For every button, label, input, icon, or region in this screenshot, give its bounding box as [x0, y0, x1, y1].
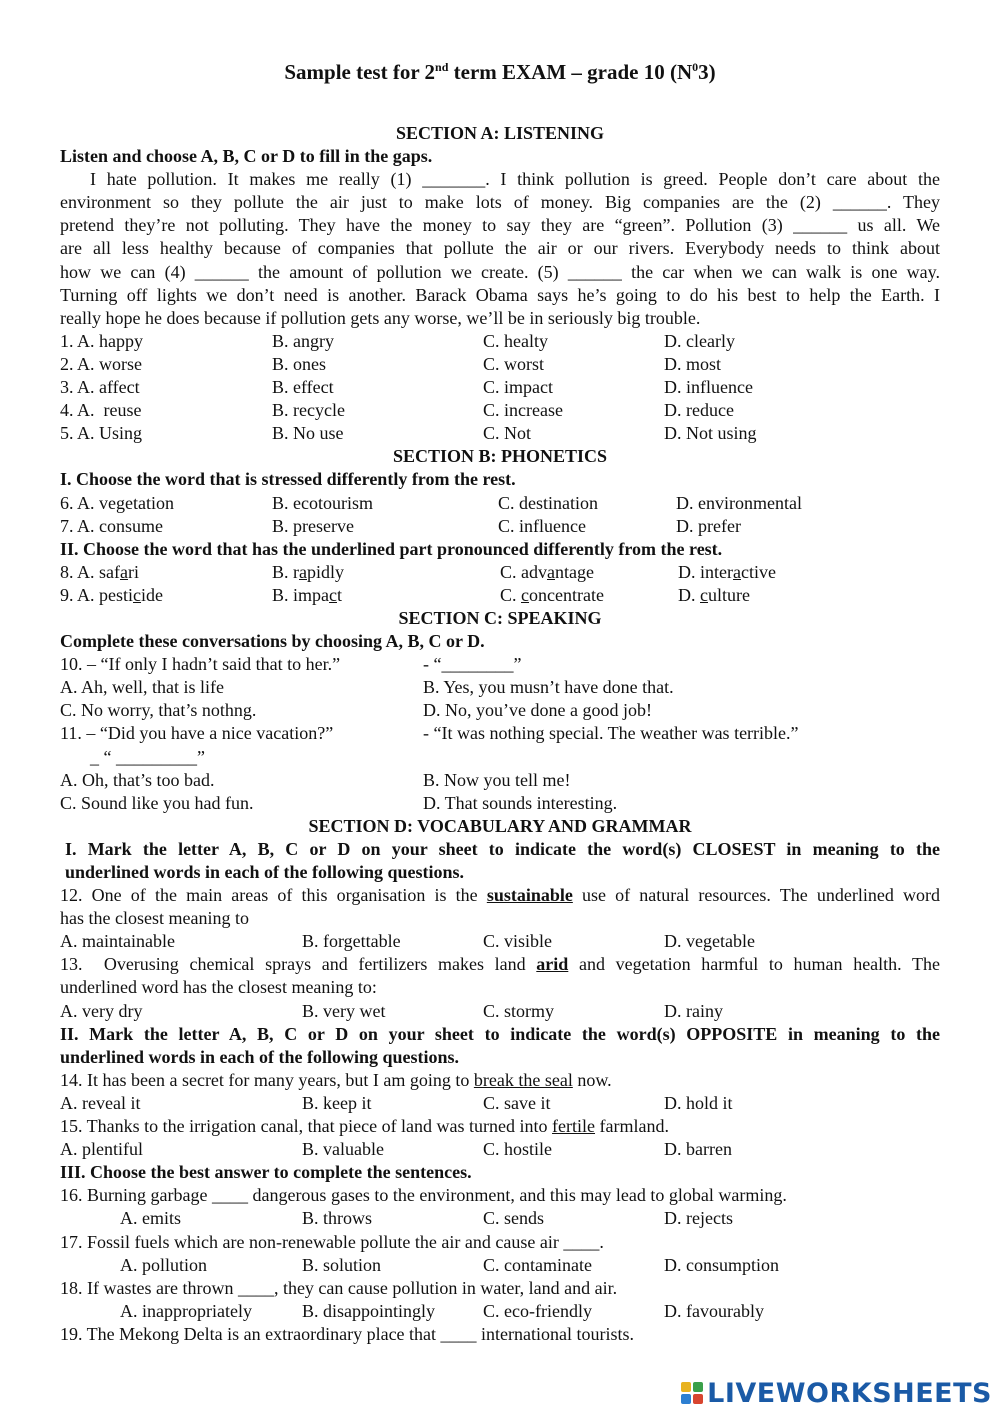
option-a[interactable]: A. Ah, well, that is life	[60, 677, 224, 698]
option-d[interactable]: D. most	[664, 353, 722, 374]
option-b[interactable]: B. very wet	[302, 1000, 386, 1021]
question-15-stem: 15. Thanks to the irrigation canal, that piece of land was turned into fertile farmland.	[60, 1116, 669, 1137]
passage-line: I hate pollution. It makes me really (1) _______. I think pollution is greed. People don’t care about the	[90, 169, 940, 190]
question-18-options	[60, 1300, 940, 1323]
option-d[interactable]: D. vegetable	[664, 931, 755, 952]
section-c-instruction: Complete these conversations by choosing A, B, C or D.	[60, 631, 485, 652]
option-d[interactable]: D. rejects	[664, 1208, 733, 1229]
option-a[interactable]: A. very dry	[60, 1000, 143, 1021]
question-14-options	[60, 1092, 940, 1115]
option-a[interactable]: A. pollution	[120, 1254, 208, 1275]
option-d[interactable]: D. influence	[664, 377, 753, 398]
option-d[interactable]: D. Not using	[664, 423, 757, 444]
option-b[interactable]: B. No use	[272, 423, 344, 444]
question-14-stem: 14. It has been a secret for many years, but I am going to break the seal now.	[60, 1069, 612, 1090]
option-d[interactable]: D. interactive	[678, 561, 776, 582]
question-10-prompt: 10. – “If only I hadn’t said that to her.” - “________”	[60, 654, 522, 675]
option-b[interactable]: B. impact	[272, 584, 343, 605]
option-d[interactable]: D. consumption	[664, 1254, 779, 1275]
option-c[interactable]: C. Not	[483, 423, 532, 444]
option-d[interactable]: D. clearly	[664, 330, 735, 351]
logo-square	[693, 1394, 703, 1404]
option-b[interactable]: B. Now you tell me!	[423, 769, 571, 790]
question-2	[60, 353, 940, 376]
option-c[interactable]: C. healty	[483, 330, 548, 351]
option-a[interactable]: A. plentiful	[60, 1139, 143, 1160]
option-d[interactable]: D. favourably	[664, 1300, 764, 1321]
option-b[interactable]: B. recycle	[272, 400, 345, 421]
section-d-part1: underlined words in each of the following questions.	[65, 862, 465, 882]
option-b[interactable]: B. throws	[302, 1208, 373, 1229]
question-13-stem: 13. Overusing chemical sprays and fertilizers makes land arid and vegetation harmful to human health. The	[60, 954, 940, 975]
option-c[interactable]: C. increase	[483, 400, 563, 421]
option-b[interactable]: B. solution	[302, 1254, 382, 1275]
question-12-options	[60, 930, 940, 953]
question-11-options-cd	[60, 792, 940, 815]
section-b-heading: SECTION B: PHONETICS	[392, 446, 608, 467]
option-a[interactable]: A. Oh, that’s too bad.	[60, 769, 215, 790]
option-a[interactable]: 4. A. reuse	[60, 400, 142, 421]
option-a[interactable]: 1. A. happy	[60, 330, 143, 351]
option-b[interactable]: B. preserve	[272, 515, 354, 536]
question-5	[60, 422, 940, 445]
passage-line: how we can (4) ______ the amount of pollution we create. (5) ______ the car when we can walk is one way.	[60, 261, 940, 282]
section-d-part1: I. Mark the letter A, B, C or D on your sheet to indicate the word(s) CLOSEST in meaning to the	[65, 838, 940, 859]
option-c[interactable]: C. Sound like you had fun.	[60, 792, 254, 813]
logo-square	[681, 1394, 691, 1404]
option-a[interactable]: A. reveal it	[60, 1092, 141, 1113]
option-b[interactable]: B. keep it	[302, 1092, 372, 1113]
passage-line: pretend they’re not polluting. They have the money to say they are “green”. Pollution (3) ______ us all. We	[60, 215, 940, 236]
option-d[interactable]: D. hold it	[664, 1092, 733, 1113]
option-b[interactable]: B. ones	[272, 353, 326, 374]
option-c[interactable]: C. save it	[483, 1092, 551, 1113]
option-c[interactable]: C. hostile	[483, 1139, 553, 1160]
question-16-options	[60, 1207, 940, 1230]
liveworksheets-logo[interactable]	[681, 1379, 992, 1407]
option-d[interactable]: D. rainy	[664, 1000, 723, 1021]
question-3	[60, 376, 940, 399]
section-b-part1: I. Choose the word that is stressed differently from the rest.	[60, 469, 516, 490]
logo-square	[681, 1382, 691, 1392]
option-c[interactable]: C. concentrate	[500, 584, 604, 605]
option-d[interactable]: D. No, you’ve done a good job!	[423, 700, 652, 721]
question-4	[60, 399, 940, 422]
question-17-stem: 17. Fossil fuels which are non-renewable pollute the air and cause air ____.	[60, 1231, 604, 1252]
question-6	[60, 492, 940, 515]
question-19-stem: 19. The Mekong Delta is an extraordinary place that ____ international tourists.	[60, 1323, 635, 1344]
option-a[interactable]: 2. A. worse	[60, 353, 142, 374]
section-d-heading: SECTION D: VOCABULARY AND GRAMMAR	[308, 815, 692, 836]
question-12-stem: 12. One of the main areas of this organisation is the sustainable use of natural resources. The underlined word	[60, 885, 940, 906]
option-c[interactable]: C. visible	[483, 931, 553, 952]
section-c-heading: SECTION C: SPEAKING	[398, 607, 602, 628]
option-a[interactable]: 3. A. affect	[60, 377, 140, 398]
option-c[interactable]: C. contaminate	[483, 1254, 592, 1275]
section-a-heading: SECTION A: LISTENING	[395, 123, 605, 143]
option-b[interactable]: B. effect	[272, 377, 334, 398]
question-11-reply: _ “ _________”	[90, 746, 205, 767]
question-18-stem: 18. If wastes are thrown ____, they can cause pollution in water, land and air.	[60, 1277, 618, 1298]
question-16-stem: 16. Burning garbage ____ dangerous gases to the environment, and this may lead to global warming.	[60, 1185, 787, 1206]
option-d[interactable]: D. barren	[664, 1139, 732, 1160]
question-11-prompt: 11. – “Did you have a nice vacation?” - “It was nothing special. The weather was terrible.”	[60, 723, 799, 744]
logo-square	[693, 1382, 703, 1392]
question-13-stem: underlined word has the closest meaning to:	[60, 977, 377, 998]
option-a[interactable]: A. maintainable	[60, 931, 175, 952]
question-11-options-ab	[60, 769, 940, 792]
question-10-options-ab	[60, 676, 940, 699]
option-a[interactable]: 5. A. Using	[60, 423, 143, 444]
section-d-part2: II. Mark the letter A, B, C or D on your sheet to indicate the word(s) OPPOSITE in meaning to the	[60, 1023, 940, 1044]
question-9	[60, 584, 940, 607]
question-8	[60, 561, 940, 584]
option-a[interactable]: 6. A. vegetation	[60, 492, 174, 513]
question-12-stem: has the closest meaning to	[60, 908, 249, 929]
option-c[interactable]: C. eco-friendly	[483, 1300, 592, 1321]
section-a-instruction: Listen and choose A, B, C or D to fill in the gaps.	[60, 146, 433, 167]
option-d[interactable]: D. prefer	[676, 515, 741, 536]
option-b[interactable]: B. angry	[272, 330, 334, 351]
option-d[interactable]: D. environmental	[676, 492, 802, 513]
option-c[interactable]: C. influence	[498, 515, 586, 536]
option-d[interactable]: D. culture	[678, 584, 750, 605]
option-a[interactable]: 9. A. pesticide	[60, 584, 164, 605]
passage-line: are all less healthy because of companies that pollute the air or our rivers. Everybody needs to think about	[60, 238, 940, 259]
worksheet-content	[60, 122, 940, 1346]
option-b[interactable]: B. disappointingly	[302, 1300, 436, 1321]
option-b[interactable]: B. Yes, you musn’t have done that.	[423, 677, 674, 698]
option-c[interactable]: C. advantage	[500, 561, 594, 582]
option-b[interactable]: B. ecotourism	[272, 492, 373, 513]
passage-line: environment so they pollute the air just to make lots of money. Big companies are the (2) ______. They	[60, 192, 940, 213]
option-c[interactable]: C. No worry, that’s nothng.	[60, 700, 257, 721]
question-17-options	[60, 1254, 940, 1277]
page-title: Sample test for 2nd term EXAM – grade 10 $(N^03)$	[284, 60, 716, 84]
question-1	[60, 330, 940, 353]
option-c[interactable]: C. destination	[498, 492, 598, 513]
option-c[interactable]: C. stormy	[483, 1000, 555, 1021]
option-a[interactable]: A. emits	[120, 1208, 181, 1229]
option-c[interactable]: C. impact	[483, 377, 553, 398]
section-d-part2: underlined words in each of the following questions.	[60, 1046, 460, 1067]
option-d[interactable]: D. reduce	[664, 400, 734, 421]
passage-line: Turning off lights we don’t need is another. Barack Obama says he’s going to do his best to help the Earth. I	[60, 284, 940, 305]
section-b-part2: II. Choose the word that has the underlined part pronounced differently from the rest.	[60, 538, 723, 559]
logo-text: LIVEWORKSHEETS	[707, 1377, 992, 1409]
option-c[interactable]: C. worst	[483, 353, 545, 374]
question-7	[60, 515, 940, 538]
option-b[interactable]: B. rapidly	[272, 561, 345, 582]
section-d-part3: III. Choose the best answer to complete the sentences.	[60, 1162, 472, 1183]
option-d[interactable]: D. That sounds interesting.	[423, 792, 618, 813]
question-15-options	[60, 1138, 940, 1161]
option-a[interactable]: 7. A. consume	[60, 515, 163, 536]
liveworksheets-logo-icon	[681, 1382, 703, 1404]
question-13-options	[60, 1000, 940, 1023]
option-a[interactable]: A. inappropriately	[120, 1300, 252, 1321]
passage-line: really hope he does because if pollution gets any worse, we’ll be in seriously big trouble.	[60, 307, 701, 328]
option-a[interactable]: 8. A. safari	[60, 561, 139, 582]
option-b[interactable]: B. forgettable	[302, 931, 401, 952]
question-10-options-cd	[60, 699, 940, 722]
option-b[interactable]: B. valuable	[302, 1139, 384, 1160]
option-c[interactable]: C. sends	[483, 1208, 545, 1229]
